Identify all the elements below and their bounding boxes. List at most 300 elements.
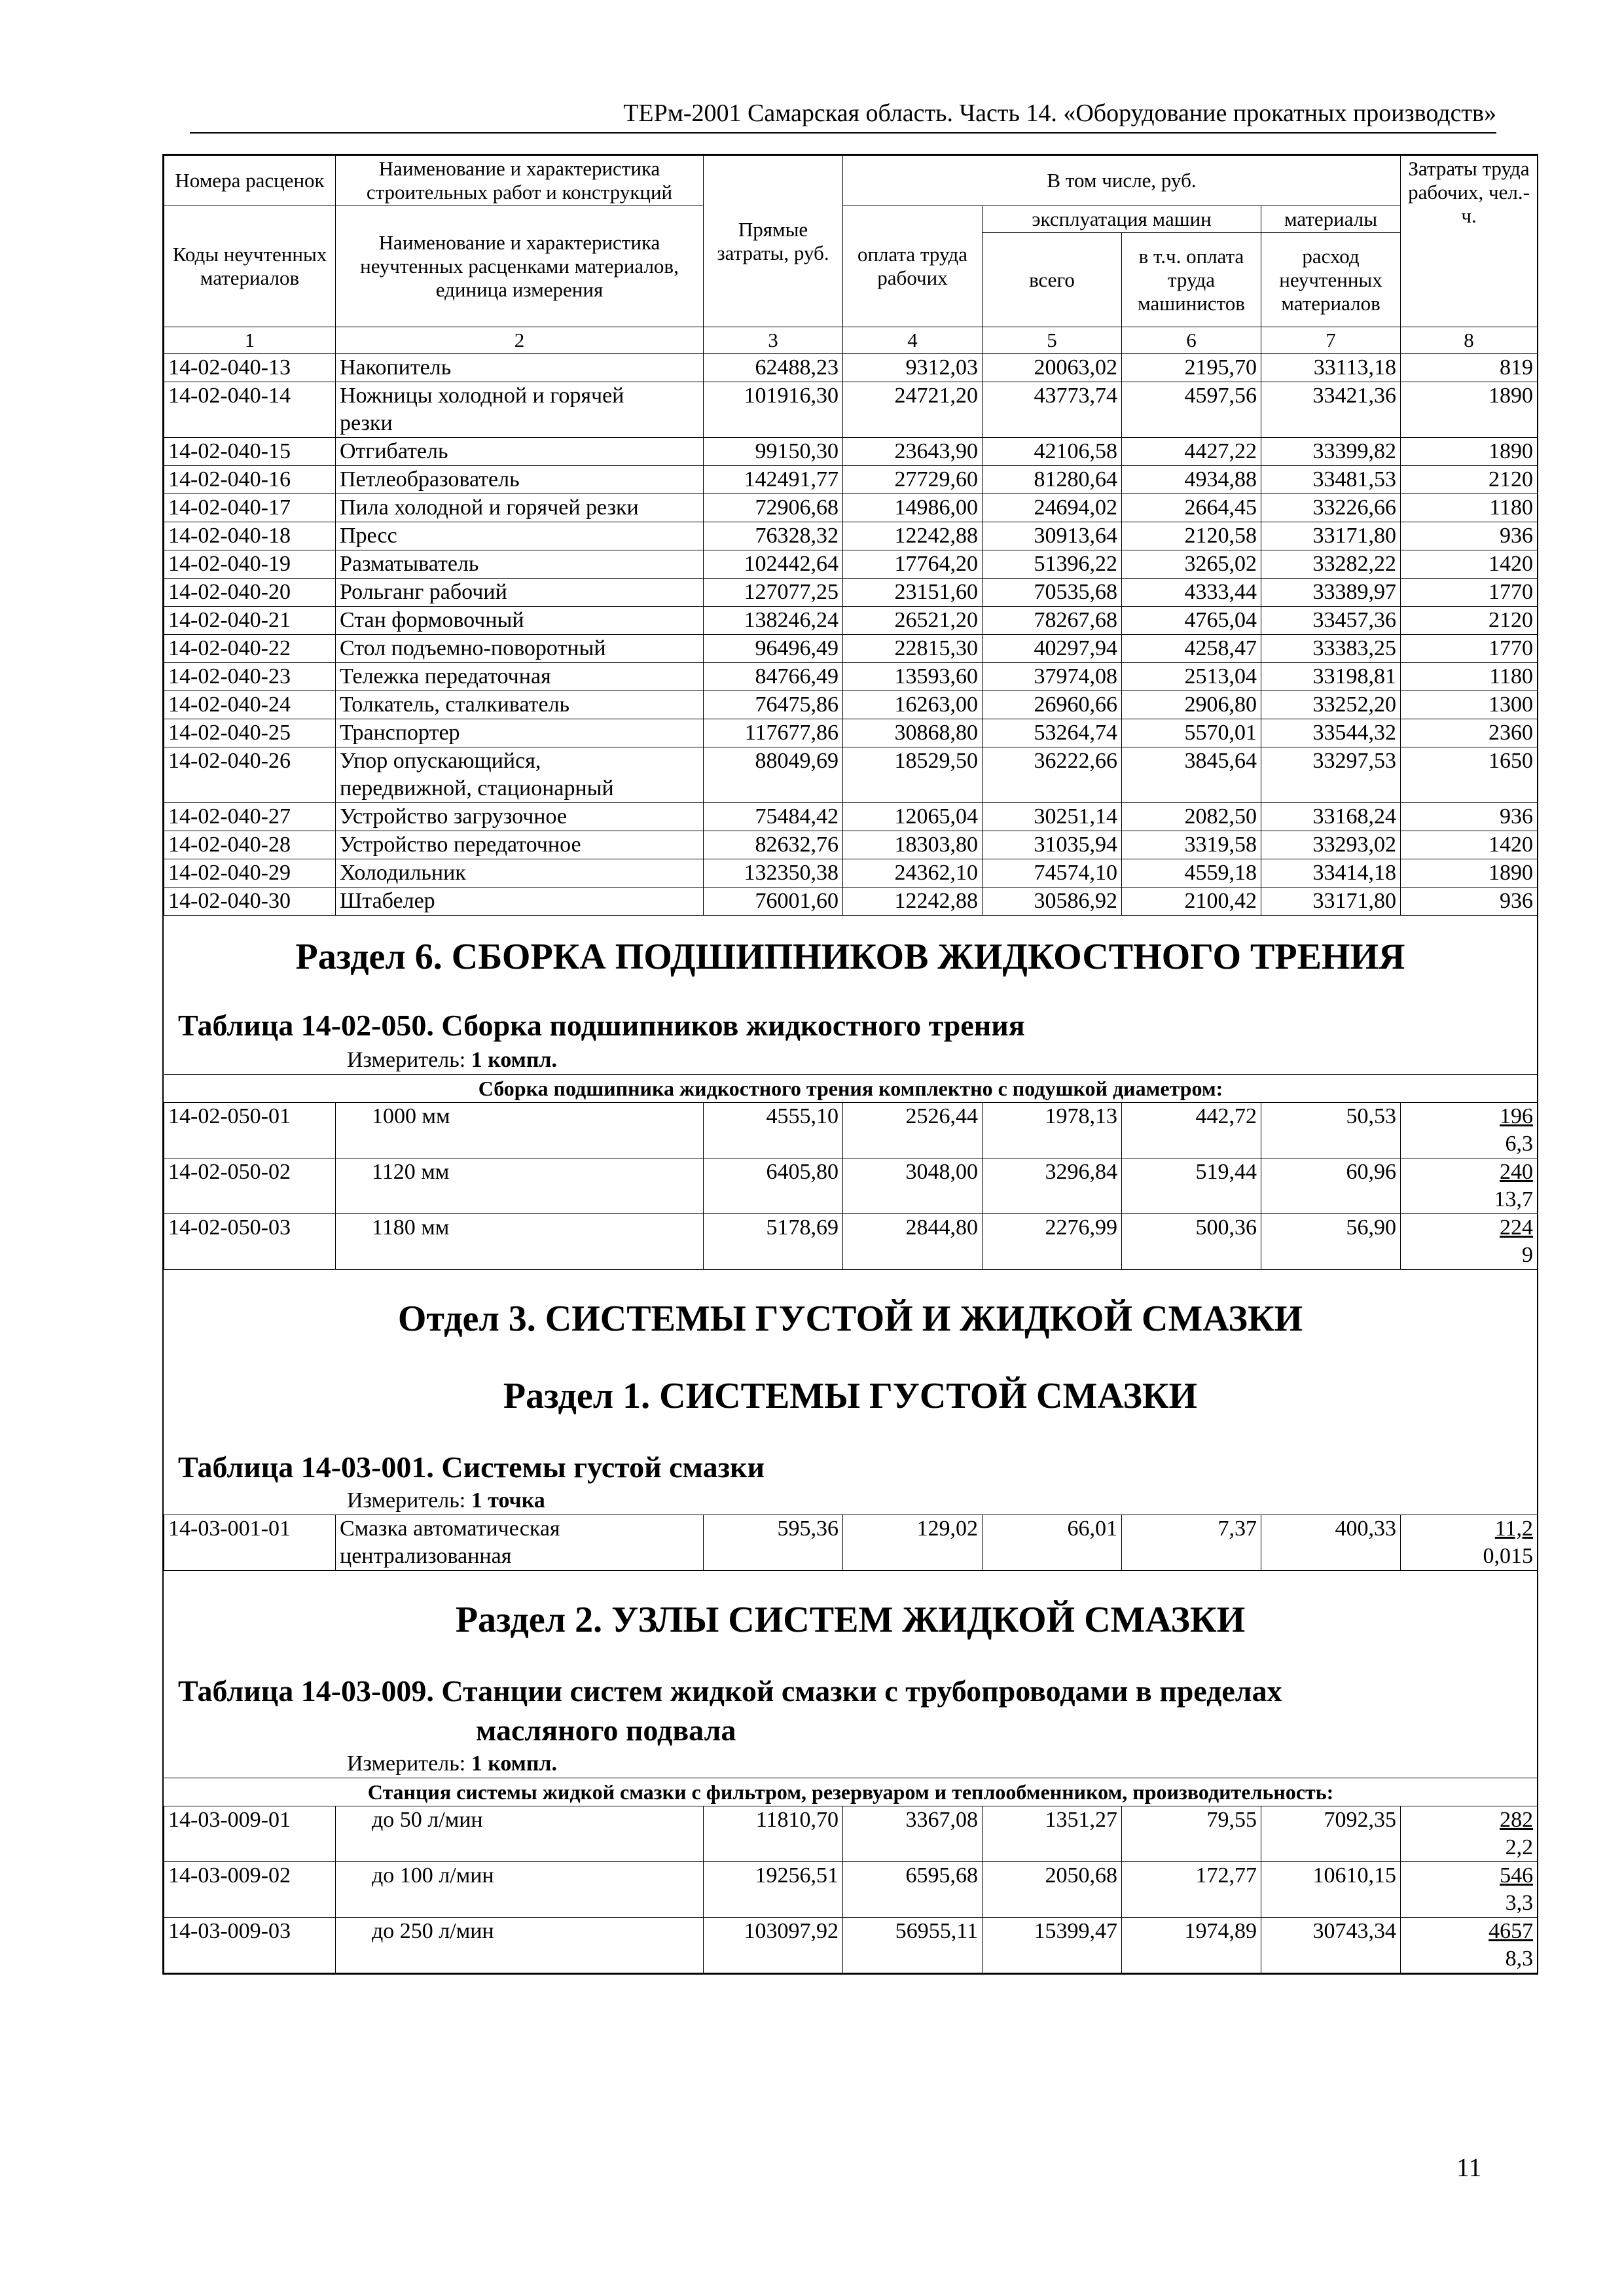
row-c8 bbox=[1401, 1103, 1538, 1158]
row-c7: 33282,22 bbox=[1261, 550, 1401, 579]
col1-head-a: Номера расценок bbox=[164, 156, 336, 206]
table-row bbox=[164, 691, 1538, 719]
row-c6: 2195,70 bbox=[1122, 354, 1261, 382]
row-c7: 33293,02 bbox=[1261, 831, 1401, 859]
table-row bbox=[164, 1214, 1538, 1270]
row-c8: 1420 bbox=[1401, 831, 1538, 859]
row-c3: 19256,51 bbox=[704, 1862, 843, 1918]
row-c7: 33297,53 bbox=[1261, 747, 1401, 803]
table-row bbox=[164, 438, 1538, 466]
row-c6: 3319,58 bbox=[1122, 831, 1261, 859]
document-body bbox=[162, 154, 1538, 1975]
table-row bbox=[164, 1918, 1538, 1973]
row-c7: 33198,81 bbox=[1261, 663, 1401, 691]
row-c7: 33481,53 bbox=[1261, 466, 1401, 494]
table-row bbox=[164, 522, 1538, 550]
col2-head-a: Наименование и характеристика строительных работ и конструкций bbox=[336, 156, 704, 206]
row-name bbox=[336, 494, 704, 522]
row-c4: 17764,20 bbox=[843, 550, 983, 579]
row-c6: 172,77 bbox=[1122, 1862, 1261, 1918]
row-c8 bbox=[1401, 1862, 1538, 1918]
row-c7: 33421,36 bbox=[1261, 382, 1401, 438]
row-c7: 10610,15 bbox=[1261, 1862, 1401, 1918]
table-row bbox=[164, 803, 1538, 831]
row-name-line1: Разматыватель bbox=[340, 552, 479, 576]
row-c3: 96496,49 bbox=[704, 635, 843, 663]
row-c6: 7,37 bbox=[1122, 1515, 1261, 1571]
row-c4: 56955,11 bbox=[843, 1918, 983, 1973]
row-c5: 31035,94 bbox=[983, 831, 1122, 859]
row-c4: 24362,10 bbox=[843, 859, 983, 888]
row-c3: 127077,25 bbox=[704, 579, 843, 607]
mass-value: 6,3 bbox=[1505, 1132, 1533, 1156]
rows-section-050 bbox=[164, 1103, 1538, 1270]
row-c8: 936 bbox=[1401, 522, 1538, 550]
table-row bbox=[164, 607, 1538, 635]
measure-value: 1 компл. bbox=[471, 1048, 558, 1072]
row-c4: 23151,60 bbox=[843, 579, 983, 607]
row-c3: 4555,10 bbox=[704, 1103, 843, 1158]
row-code: 14-02-040-24 bbox=[164, 691, 336, 719]
table-14-03-009-title bbox=[164, 1672, 1537, 1750]
row-c5: 42106,58 bbox=[983, 438, 1122, 466]
row-c8: 1890 bbox=[1401, 859, 1538, 888]
row-name bbox=[336, 663, 704, 691]
row-code: 14-02-040-25 bbox=[164, 719, 336, 747]
row-c8 bbox=[1401, 1214, 1538, 1270]
measure-value: 1 точка bbox=[471, 1488, 545, 1513]
row-code: 14-02-040-26 bbox=[164, 747, 336, 803]
labor-value: 224 bbox=[1500, 1215, 1533, 1240]
materials-head: материалы bbox=[1261, 206, 1401, 233]
row-code: 14-02-040-17 bbox=[164, 494, 336, 522]
colnum-3: 3 bbox=[704, 327, 843, 354]
row-name bbox=[336, 522, 704, 550]
row-c4: 23643,90 bbox=[843, 438, 983, 466]
row-c5: 1978,13 bbox=[983, 1103, 1122, 1158]
row-c8 bbox=[1401, 1918, 1538, 1973]
row-code: 14-02-040-29 bbox=[164, 859, 336, 888]
row-c6: 4765,04 bbox=[1122, 607, 1261, 635]
row-c8: 1180 bbox=[1401, 663, 1538, 691]
page-number: 11 bbox=[1456, 2153, 1482, 2182]
row-name: до 50 л/мин bbox=[336, 1806, 704, 1862]
table-14-03-009 bbox=[164, 1778, 1538, 1973]
row-c4: 3367,08 bbox=[843, 1806, 983, 1862]
table-row bbox=[164, 1806, 1538, 1862]
row-c6: 4559,18 bbox=[1122, 859, 1261, 888]
row-c3: 117677,86 bbox=[704, 719, 843, 747]
row-c4: 13593,60 bbox=[843, 663, 983, 691]
row-code: 14-02-040-20 bbox=[164, 579, 336, 607]
row-name-line1: Пресс bbox=[340, 524, 397, 548]
labor-value: 240 bbox=[1500, 1160, 1533, 1184]
measure-14-03-001 bbox=[164, 1487, 1537, 1515]
table-title-line1: Таблица 14-03-009. Станции систем жидкой смазки с трубопроводами в пределах bbox=[178, 1674, 1282, 1708]
row-name bbox=[336, 1515, 704, 1571]
row-c4: 12065,04 bbox=[843, 803, 983, 831]
section-1-title: Раздел 1. СИСТЕМЫ ГУСТОЙ СМАЗКИ bbox=[503, 1376, 1198, 1416]
row-c7: 33252,20 bbox=[1261, 691, 1401, 719]
row-c7: 30743,34 bbox=[1261, 1918, 1401, 1973]
row-c3: 138246,24 bbox=[704, 607, 843, 635]
row-c3: 76328,32 bbox=[704, 522, 843, 550]
table-14-03-001-title: Таблица 14-03-001. Системы густой смазки bbox=[178, 1450, 765, 1484]
row-c6: 4427,22 bbox=[1122, 438, 1261, 466]
row-c6: 519,44 bbox=[1122, 1158, 1261, 1214]
row-c5: 30251,14 bbox=[983, 803, 1122, 831]
row-c4: 27729,60 bbox=[843, 466, 983, 494]
row-c6: 2082,50 bbox=[1122, 803, 1261, 831]
row-name-line1: Отгибатель bbox=[340, 439, 448, 463]
row-code: 14-02-050-01 bbox=[164, 1103, 336, 1158]
row-c3: 76475,86 bbox=[704, 691, 843, 719]
mass-value: 13,7 bbox=[1494, 1187, 1533, 1211]
row-name bbox=[336, 635, 704, 663]
row-c7: 33414,18 bbox=[1261, 859, 1401, 888]
dept-3-title: Отдел 3. СИСТЕМЫ ГУСТОЙ И ЖИДКОЙ СМАЗКИ bbox=[397, 1299, 1303, 1339]
row-c4: 16263,00 bbox=[843, 691, 983, 719]
row-name: 1180 мм bbox=[336, 1214, 704, 1270]
mass-value: 2,2 bbox=[1505, 1835, 1534, 1859]
row-c8 bbox=[1401, 1806, 1538, 1862]
colnum-1: 1 bbox=[164, 327, 336, 354]
row-name: до 250 л/мин bbox=[336, 1918, 704, 1973]
row-c4: 18529,50 bbox=[843, 747, 983, 803]
rows-section-009 bbox=[164, 1806, 1538, 1973]
row-c8: 1770 bbox=[1401, 579, 1538, 607]
row-name-line1: Стол подъемно-поворотный bbox=[340, 636, 606, 660]
table-row bbox=[164, 1515, 1538, 1571]
row-name bbox=[336, 831, 704, 859]
table-row bbox=[164, 635, 1538, 663]
row-c3: 103097,92 bbox=[704, 1918, 843, 1973]
col8-head bbox=[1401, 156, 1538, 327]
row-name-line1: Ножницы холодной и горячей bbox=[340, 384, 624, 408]
row-c7: 60,96 bbox=[1261, 1158, 1401, 1214]
row-code: 14-02-040-19 bbox=[164, 550, 336, 579]
measure-14-03-009 bbox=[164, 1750, 1537, 1778]
row-name bbox=[336, 888, 704, 916]
measure-value: 1 компл. bbox=[471, 1751, 558, 1776]
row-c6: 3845,64 bbox=[1122, 747, 1261, 803]
table-header bbox=[164, 155, 1538, 916]
row-c7: 400,33 bbox=[1261, 1515, 1401, 1571]
row-c5: 2050,68 bbox=[983, 1862, 1122, 1918]
row-c3: 72906,68 bbox=[704, 494, 843, 522]
row-code: 14-02-040-30 bbox=[164, 888, 336, 916]
measure-14-02-050 bbox=[164, 1047, 1537, 1074]
row-c8: 1770 bbox=[1401, 635, 1538, 663]
row-c5: 1351,27 bbox=[983, 1806, 1122, 1862]
row-c3: 101916,30 bbox=[704, 382, 843, 438]
row-name-line1: Устройство загрузочное bbox=[340, 804, 567, 829]
row-c8: 1890 bbox=[1401, 438, 1538, 466]
row-name-line1: Тележка передаточная bbox=[340, 664, 551, 689]
table-row bbox=[164, 747, 1538, 803]
row-c7: 33544,32 bbox=[1261, 719, 1401, 747]
row-c4: 6595,68 bbox=[843, 1862, 983, 1918]
row-c6: 5570,01 bbox=[1122, 719, 1261, 747]
row-c6: 1974,89 bbox=[1122, 1918, 1261, 1973]
row-c7: 56,90 bbox=[1261, 1214, 1401, 1270]
row-name-line1: Штабелер bbox=[340, 889, 435, 913]
row-code: 14-02-040-13 bbox=[164, 354, 336, 382]
row-c5: 53264,74 bbox=[983, 719, 1122, 747]
row-c8: 2120 bbox=[1401, 466, 1538, 494]
row-name bbox=[336, 354, 704, 382]
labor-value: 546 bbox=[1500, 1863, 1534, 1888]
row-name-line1: Рольганг рабочий bbox=[340, 580, 507, 604]
row-c6: 3265,02 bbox=[1122, 550, 1261, 579]
row-c5: 2276,99 bbox=[983, 1214, 1122, 1270]
row-name bbox=[336, 691, 704, 719]
col2-head-b: Наименование и характеристика неучтенных расценками материалов, единица измерения bbox=[336, 206, 704, 327]
table-14-02-050-title: Таблица 14-02-050. Сборка подшипников жидкостного трения bbox=[178, 1009, 1025, 1042]
labor-value: 282 bbox=[1500, 1808, 1534, 1832]
row-c3: 5178,69 bbox=[704, 1214, 843, 1270]
col3-head: Прямые затраты, руб. bbox=[704, 156, 843, 327]
row-c6: 2906,80 bbox=[1122, 691, 1261, 719]
row-c4: 30868,80 bbox=[843, 719, 983, 747]
table-row bbox=[164, 1158, 1538, 1214]
colnum-6: 6 bbox=[1122, 327, 1261, 354]
row-c7: 33168,24 bbox=[1261, 803, 1401, 831]
row-c4: 2526,44 bbox=[843, 1103, 983, 1158]
row-c5: 66,01 bbox=[983, 1515, 1122, 1571]
colnum-8: 8 bbox=[1401, 327, 1538, 354]
row-name-line1: Смазка автоматическая bbox=[340, 1516, 560, 1541]
table-row bbox=[164, 466, 1538, 494]
row-code: 14-03-009-02 bbox=[164, 1862, 336, 1918]
row-code: 14-02-040-21 bbox=[164, 607, 336, 635]
row-c5: 3296,84 bbox=[983, 1158, 1122, 1214]
row-c3: 6405,80 bbox=[704, 1158, 843, 1214]
row-c4: 9312,03 bbox=[843, 354, 983, 382]
row-c7: 33399,82 bbox=[1261, 438, 1401, 466]
row-c6: 4597,56 bbox=[1122, 382, 1261, 438]
row-c4: 14986,00 bbox=[843, 494, 983, 522]
row-c7: 33171,80 bbox=[1261, 888, 1401, 916]
col5-head: всего bbox=[983, 233, 1122, 327]
row-c3: 102442,64 bbox=[704, 550, 843, 579]
row-code: 14-02-040-18 bbox=[164, 522, 336, 550]
row-code: 14-02-040-14 bbox=[164, 382, 336, 438]
row-name bbox=[336, 719, 704, 747]
table-row bbox=[164, 354, 1538, 382]
row-c6: 79,55 bbox=[1122, 1806, 1261, 1862]
subheader-14-03-009: Станция системы жидкой смазки с фильтром, резервуаром и теплообменником, производительность: bbox=[164, 1778, 1538, 1806]
row-c8 bbox=[1401, 1158, 1538, 1214]
row-name-line2: резки bbox=[340, 411, 393, 435]
row-code: 14-02-040-22 bbox=[164, 635, 336, 663]
subheader-14-02-050: Сборка подшипника жидкостного трения комплектно с подушкой диаметром: bbox=[164, 1075, 1538, 1103]
row-c3: 595,36 bbox=[704, 1515, 843, 1571]
row-code: 14-02-040-27 bbox=[164, 803, 336, 831]
row-c5: 74574,10 bbox=[983, 859, 1122, 888]
row-c4: 12242,88 bbox=[843, 522, 983, 550]
measure-label: Измеритель: bbox=[347, 1751, 471, 1776]
row-name bbox=[336, 607, 704, 635]
row-c6: 2120,58 bbox=[1122, 522, 1261, 550]
row-name bbox=[336, 382, 704, 438]
section-2-title: Раздел 2. УЗЛЫ СИСТЕМ ЖИДКОЙ СМАЗКИ bbox=[455, 1600, 1246, 1640]
row-c5: 70535,68 bbox=[983, 579, 1122, 607]
row-c5: 36222,66 bbox=[983, 747, 1122, 803]
row-c7: 33113,18 bbox=[1261, 354, 1401, 382]
row-code: 14-02-040-23 bbox=[164, 663, 336, 691]
row-c4: 24721,20 bbox=[843, 382, 983, 438]
row-c4: 2844,80 bbox=[843, 1214, 983, 1270]
row-c3: 99150,30 bbox=[704, 438, 843, 466]
row-c8: 936 bbox=[1401, 803, 1538, 831]
table-row bbox=[164, 719, 1538, 747]
row-name: 1120 мм bbox=[336, 1158, 704, 1214]
colnum-5: 5 bbox=[983, 327, 1122, 354]
row-name bbox=[336, 747, 704, 803]
row-c5: 26960,66 bbox=[983, 691, 1122, 719]
mass-value: 3,3 bbox=[1505, 1891, 1534, 1915]
row-c6: 2100,42 bbox=[1122, 888, 1261, 916]
row-name: 1000 мм bbox=[336, 1103, 704, 1158]
row-c5: 24694,02 bbox=[983, 494, 1122, 522]
table-row bbox=[164, 550, 1538, 579]
row-c4: 12242,88 bbox=[843, 888, 983, 916]
row-c4: 18303,80 bbox=[843, 831, 983, 859]
section-6-title: Раздел 6. СБОРКА ПОДШИПНИКОВ ЖИДКОСТНОГО ТРЕНИЯ bbox=[295, 937, 1405, 977]
row-name bbox=[336, 579, 704, 607]
measure-label: Измеритель: bbox=[347, 1488, 471, 1513]
row-c5: 20063,02 bbox=[983, 354, 1122, 382]
row-c7: 7092,35 bbox=[1261, 1806, 1401, 1862]
row-name-line2: централизованная bbox=[340, 1544, 512, 1568]
row-name-line1: Холодильник bbox=[340, 861, 466, 885]
row-code: 14-03-009-01 bbox=[164, 1806, 336, 1862]
row-code: 14-02-040-15 bbox=[164, 438, 336, 466]
row-name-line1: Стан формовочный bbox=[340, 608, 524, 632]
table-row bbox=[164, 1103, 1538, 1158]
row-c6: 2513,04 bbox=[1122, 663, 1261, 691]
row-c4: 129,02 bbox=[843, 1515, 983, 1571]
row-code: 14-02-040-28 bbox=[164, 831, 336, 859]
mass-value: 0,015 bbox=[1483, 1544, 1533, 1568]
row-c8 bbox=[1401, 1515, 1538, 1571]
row-c3: 84766,49 bbox=[704, 663, 843, 691]
dept-3-block bbox=[164, 1270, 1537, 1515]
row-c5: 81280,64 bbox=[983, 466, 1122, 494]
table-row bbox=[164, 1862, 1538, 1918]
mass-value: 8,3 bbox=[1505, 1946, 1534, 1971]
row-c5: 78267,68 bbox=[983, 607, 1122, 635]
row-c3: 132350,38 bbox=[704, 859, 843, 888]
row-name-line1: Накопитель bbox=[340, 355, 452, 380]
section-2-block bbox=[164, 1571, 1537, 1778]
row-c6: 4934,88 bbox=[1122, 466, 1261, 494]
row-c8: 2360 bbox=[1401, 719, 1538, 747]
row-name bbox=[336, 859, 704, 888]
row-c8: 1650 bbox=[1401, 747, 1538, 803]
row-code: 14-02-050-02 bbox=[164, 1158, 336, 1214]
row-c8: 1180 bbox=[1401, 494, 1538, 522]
table-row bbox=[164, 579, 1538, 607]
row-c7: 33389,97 bbox=[1261, 579, 1401, 607]
row-name bbox=[336, 438, 704, 466]
table-row bbox=[164, 859, 1538, 888]
row-c8: 1890 bbox=[1401, 382, 1538, 438]
mass-value: 9 bbox=[1522, 1243, 1533, 1267]
col8-head-a: Затраты труда рабочих, чел.-ч. bbox=[1408, 157, 1530, 227]
section-6-block bbox=[164, 916, 1537, 1074]
table-14-02-050 bbox=[164, 1074, 1538, 1270]
row-c6: 4258,47 bbox=[1122, 635, 1261, 663]
row-c3: 88049,69 bbox=[704, 747, 843, 803]
row-name bbox=[336, 466, 704, 494]
table-row bbox=[164, 888, 1538, 916]
row-c5: 30586,92 bbox=[983, 888, 1122, 916]
row-name bbox=[336, 550, 704, 579]
row-c7: 33226,66 bbox=[1261, 494, 1401, 522]
row-c6: 442,72 bbox=[1122, 1103, 1261, 1158]
row-c7: 50,53 bbox=[1261, 1103, 1401, 1158]
row-c3: 142491,77 bbox=[704, 466, 843, 494]
row-c8: 1300 bbox=[1401, 691, 1538, 719]
header-rule bbox=[190, 132, 1496, 134]
row-name-line1: Толкатель, сталкиватель bbox=[340, 692, 570, 717]
row-name-line1: Пила холодной и горячей резки bbox=[340, 495, 639, 520]
table-title-line2: масляного подвала bbox=[476, 1713, 736, 1747]
row-code: 14-03-009-03 bbox=[164, 1918, 336, 1973]
table-14-03-001 bbox=[164, 1515, 1538, 1571]
col6-head: в т.ч. оплата труда машинистов bbox=[1122, 233, 1261, 327]
col7-head: расход неучтенных материалов bbox=[1261, 233, 1401, 327]
page-header: ТЕРм-2001 Самарская область. Часть 14. «Оборудование прокатных производств» bbox=[623, 99, 1496, 127]
row-code: 14-02-040-16 bbox=[164, 466, 336, 494]
row-c4: 22815,30 bbox=[843, 635, 983, 663]
labor-value: 11,2 bbox=[1494, 1516, 1533, 1541]
row-name-line1: Устройство передаточное bbox=[340, 833, 581, 857]
col4-head: оплата труда рабочих bbox=[843, 206, 983, 327]
row-code: 14-02-050-03 bbox=[164, 1214, 336, 1270]
row-c7: 33457,36 bbox=[1261, 607, 1401, 635]
row-name-line1: Транспортер bbox=[340, 721, 460, 745]
table-row bbox=[164, 494, 1538, 522]
incl-head: В том числе, руб. bbox=[843, 156, 1401, 206]
row-c5: 43773,74 bbox=[983, 382, 1122, 438]
table-row bbox=[164, 831, 1538, 859]
row-c6: 2664,45 bbox=[1122, 494, 1261, 522]
col1-head-b: Коды неучтенных материалов bbox=[164, 206, 336, 327]
labor-value: 196 bbox=[1500, 1104, 1533, 1128]
row-c8: 1420 bbox=[1401, 550, 1538, 579]
row-c8: 2120 bbox=[1401, 607, 1538, 635]
row-name-line1: Упор опускающийся, bbox=[340, 749, 541, 773]
row-c7: 33383,25 bbox=[1261, 635, 1401, 663]
row-c5: 30913,64 bbox=[983, 522, 1122, 550]
row-c3: 82632,76 bbox=[704, 831, 843, 859]
row-c6: 4333,44 bbox=[1122, 579, 1261, 607]
table-row bbox=[164, 382, 1538, 438]
row-c3: 11810,70 bbox=[704, 1806, 843, 1862]
row-c7: 33171,80 bbox=[1261, 522, 1401, 550]
row-c5: 51396,22 bbox=[983, 550, 1122, 579]
table-row bbox=[164, 663, 1538, 691]
row-c3: 62488,23 bbox=[704, 354, 843, 382]
colnum-7: 7 bbox=[1261, 327, 1401, 354]
colnum-2: 2 bbox=[336, 327, 704, 354]
row-c4: 3048,00 bbox=[843, 1158, 983, 1214]
labor-value: 4657 bbox=[1489, 1919, 1534, 1943]
row-name-line1: Петлеобразователь bbox=[340, 467, 520, 492]
